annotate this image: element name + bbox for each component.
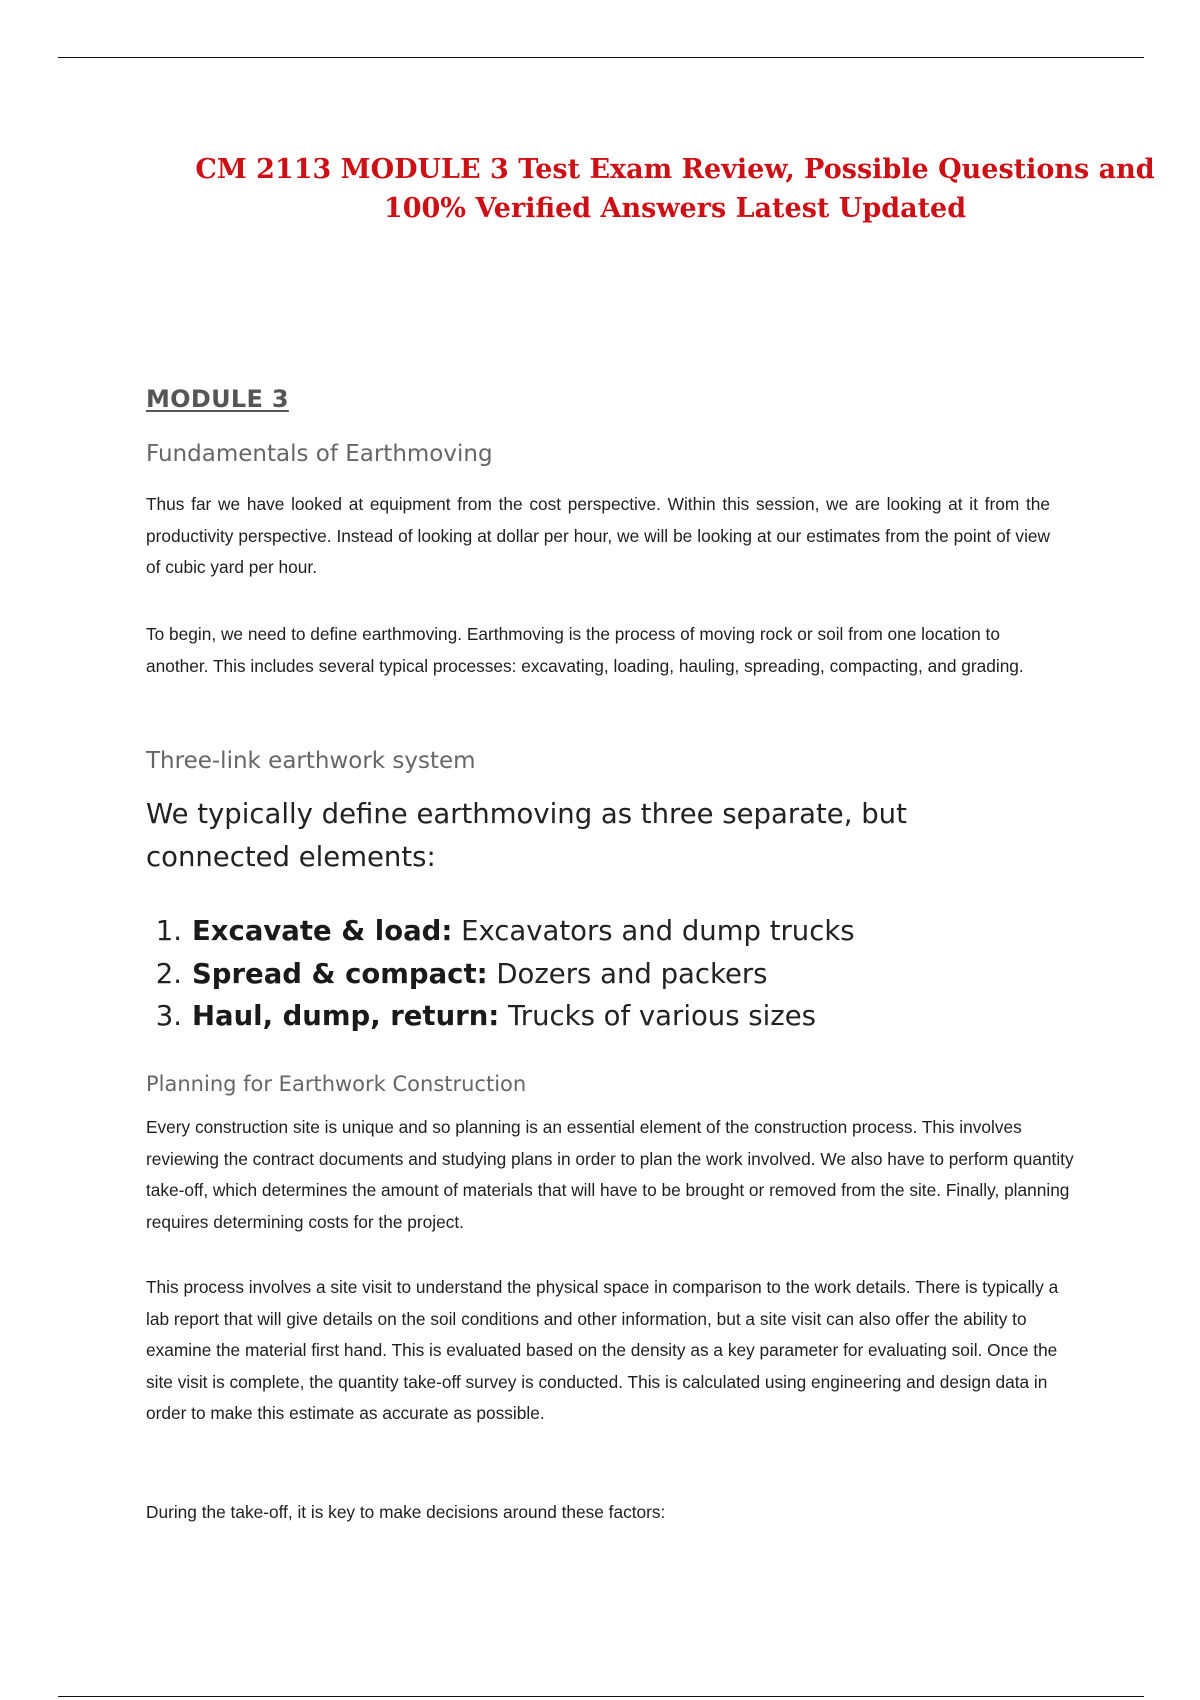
list-item-description: Dozers and packers <box>496 957 768 990</box>
planning-paragraph-3: During the take-off, it is key to make decisions around these factors: <box>146 1502 666 1522</box>
fundamentals-paragraph-2: To begin, we need to define earthmoving. Earthmoving is the process of moving rock or soil from one location to another. This includes several typical processes: excavating, loading, hauling, spreading, compacting, and grading. <box>146 624 1024 676</box>
list-item <box>146 953 855 996</box>
document-title: CM 2113 MODULE 3 Test Exam Review, Possible Questions and 100% Verified Answers Latest Updated <box>195 154 1155 224</box>
top-divider <box>58 57 1144 58</box>
list-item-term: Haul, dump, return: <box>192 1000 500 1032</box>
list-item-description: Excavators and dump trucks <box>461 915 855 947</box>
planning-paragraph-2: This process involves a site visit to understand the physical space in comparison to the work details. There is typically a lab report that will give details on the soil conditions and other information, but a site visit can also offer the ability to examine the material first hand. This is evaluated based on the density as a key parameter for evaluating soil. Once the site visit is complete, the quantity take-off survey is conducted. This is calculated using engineering and design data in order to make this estimate as accurate as possible. <box>146 1277 1059 1423</box>
three-link-lead: We typically define earthmoving as three separate, but connected elements: <box>146 798 907 873</box>
section-heading-planning: Planning for Earthwork Construction <box>146 1072 527 1096</box>
list-item-number: 1. <box>155 915 182 947</box>
earthwork-elements-list <box>146 910 855 1038</box>
section-heading-three-link: Three-link earthwork system <box>146 748 476 774</box>
list-item <box>146 995 855 1038</box>
list-item <box>146 910 855 953</box>
bottom-divider <box>58 1696 1144 1697</box>
list-item-number: 3. <box>155 1000 182 1032</box>
list-item-term: Spread & compact: <box>192 957 488 990</box>
section-heading-fundamentals: Fundamentals of Earthmoving <box>146 441 493 467</box>
fundamentals-paragraph-1: Thus far we have looked at equipment from the cost perspective. Within this session, we are looking at it from the productivity perspective. Instead of looking at dollar per hour, we will be looking at our estimates from the point of view of cubic yard per hour. <box>146 494 1050 577</box>
module-heading: MODULE 3 <box>146 385 289 413</box>
planning-paragraph-1: Every construction site is unique and so planning is an essential element of the construction process. This involves reviewing the contract documents and studying plans in order to plan the work involved. We also have to perform quantity take-off, which determines the amount of materials that will have to be brought or removed from the site. Finally, planning requires determining costs for the project. <box>146 1117 1074 1232</box>
list-item-number: 2. <box>155 957 182 990</box>
list-item-term: Excavate & load: <box>192 915 453 947</box>
list-item-description: Trucks of various sizes <box>508 1000 816 1032</box>
